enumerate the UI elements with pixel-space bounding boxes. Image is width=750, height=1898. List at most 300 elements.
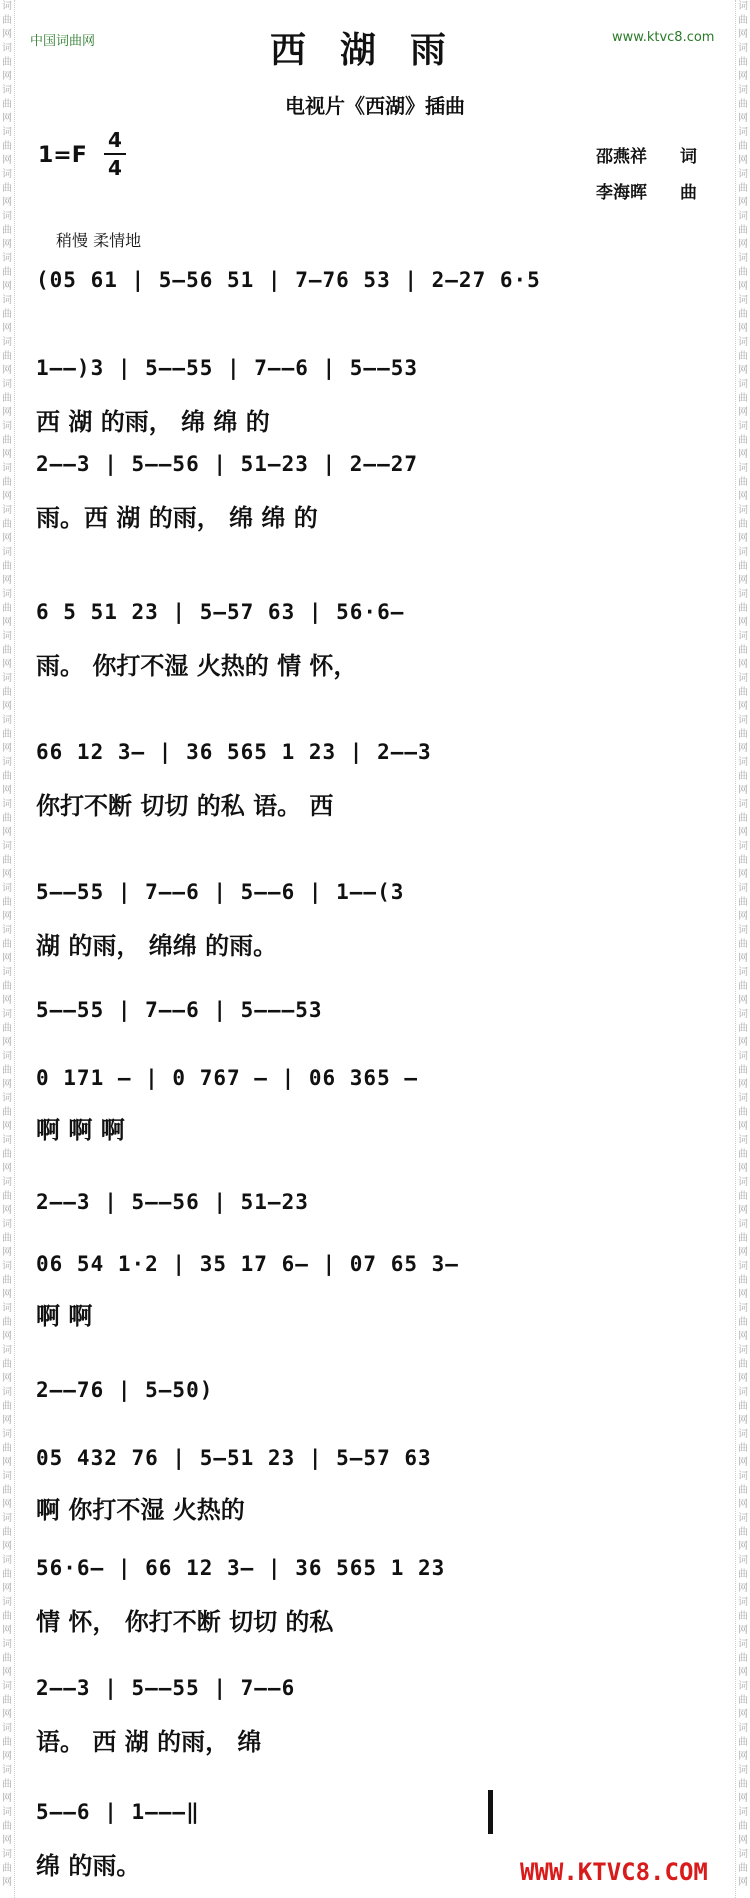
edge-glyph: 曲: [738, 267, 748, 278]
edge-glyph: 曲: [738, 15, 748, 26]
edge-glyph: 曲: [738, 393, 748, 404]
edge-glyph: 网: [2, 1163, 12, 1174]
edge-glyph: 词: [2, 169, 12, 180]
edge-glyph: 曲: [738, 1401, 748, 1412]
edge-glyph: 词: [2, 799, 12, 810]
edge-glyph: 曲: [2, 855, 12, 866]
edge-glyph: 词: [2, 1471, 12, 1482]
score-line-5-lyrics: 你打不断 切切 的私 语。 西: [36, 791, 334, 820]
edge-glyph: 曲: [738, 1527, 748, 1538]
edge-glyph: 曲: [2, 141, 12, 152]
score-line-1-notes: (05 61 | 5—56 51 | 7—76 53 | 2—27 6·5: [36, 268, 541, 292]
edge-glyph: 网: [738, 1205, 748, 1216]
edge-glyph: 词: [2, 1345, 12, 1356]
edge-glyph: 曲: [738, 1233, 748, 1244]
score-line-2-notes: 1——)3 | 5——55 | 7——6 | 5——53: [36, 356, 419, 380]
edge-glyph: 词: [738, 127, 748, 138]
score-line-11-notes: 2——76 | 5—50): [36, 1378, 214, 1402]
edge-glyph: 词: [738, 1471, 748, 1482]
edge-glyph: 网: [2, 1457, 12, 1468]
score-line-12-notes: 05 432 76 | 5—51 23 | 5—57 63: [36, 1446, 432, 1470]
right-edge-watermark: [735, 0, 750, 1898]
score-line-8-lyrics: 啊 啊 啊: [36, 1115, 125, 1144]
edge-glyph: 词: [738, 379, 748, 390]
score-line-10-lyrics: 啊 啊: [36, 1301, 93, 1330]
edge-glyph: 曲: [2, 687, 12, 698]
edge-glyph: 曲: [738, 1023, 748, 1034]
edge-glyph: 词: [2, 127, 12, 138]
edge-glyph: 词: [2, 379, 12, 390]
edge-glyph: 曲: [2, 981, 12, 992]
edge-glyph: 曲: [2, 435, 12, 446]
edge-glyph: 词: [2, 1639, 12, 1650]
edge-glyph: 曲: [738, 687, 748, 698]
score-line-2-lyrics: 西 湖 的雨， 绵 绵 的: [36, 407, 270, 436]
edge-glyph: 曲: [2, 1779, 12, 1790]
edge-glyph: 网: [738, 659, 748, 670]
edge-glyph: 网: [2, 953, 12, 964]
edge-glyph: 曲: [2, 1359, 12, 1370]
edge-glyph: 词: [2, 1177, 12, 1188]
edge-glyph: 曲: [2, 1527, 12, 1538]
composer-name: 李海晖: [596, 183, 647, 203]
edge-glyph: 网: [2, 1037, 12, 1048]
edge-glyph: 网: [2, 827, 12, 838]
edge-glyph: 网: [2, 533, 12, 544]
edge-glyph: 词: [2, 1597, 12, 1608]
edge-glyph: 网: [2, 155, 12, 166]
edge-glyph: 曲: [2, 1485, 12, 1496]
edge-glyph: 曲: [2, 1611, 12, 1622]
edge-glyph: 曲: [738, 519, 748, 530]
score-line-3-lyrics: 雨。西 湖 的雨， 绵 绵 的: [36, 503, 318, 532]
edge-glyph: 曲: [738, 183, 748, 194]
edge-glyph: 曲: [738, 1359, 748, 1370]
edge-glyph: 网: [738, 1541, 748, 1552]
edge-glyph: 词: [738, 1093, 748, 1104]
edge-glyph: 词: [2, 1387, 12, 1398]
edge-glyph: 曲: [2, 309, 12, 320]
edge-glyph: 词: [738, 883, 748, 894]
score-line-13-lyrics: 情 怀， 你打不断 切切 的私: [36, 1607, 334, 1636]
edge-glyph: 网: [738, 365, 748, 376]
edge-glyph: 词: [2, 295, 12, 306]
edge-glyph: 曲: [2, 183, 12, 194]
edge-glyph: 曲: [738, 1569, 748, 1580]
song-subtitle: 电视片《西湖》插曲: [285, 94, 465, 118]
edge-glyph: 曲: [738, 1695, 748, 1706]
edge-glyph: 词: [2, 43, 12, 54]
edge-glyph: 网: [738, 71, 748, 82]
edge-glyph: 网: [738, 281, 748, 292]
time-signature-bottom: 4: [108, 156, 122, 180]
edge-glyph: 曲: [2, 267, 12, 278]
edge-glyph: 网: [738, 1079, 748, 1090]
edge-glyph: 曲: [738, 939, 748, 950]
site-label-left: 中国词曲网: [30, 34, 96, 49]
edge-glyph: 网: [2, 1667, 12, 1678]
edge-glyph: 网: [738, 1247, 748, 1258]
edge-glyph: 词: [738, 1513, 748, 1524]
edge-glyph: 曲: [2, 1821, 12, 1832]
edge-glyph: 词: [738, 337, 748, 348]
edge-glyph: 网: [2, 491, 12, 502]
score-line-6-lyrics: 湖 的雨， 绵绵 的雨。: [36, 931, 278, 960]
edge-glyph: 词: [738, 1807, 748, 1818]
edge-glyph: 曲: [738, 1443, 748, 1454]
edge-glyph: 网: [2, 407, 12, 418]
edge-glyph: 网: [2, 1583, 12, 1594]
edge-glyph: 曲: [738, 99, 748, 110]
edge-glyph: 曲: [738, 729, 748, 740]
edge-glyph: 曲: [2, 813, 12, 824]
edge-glyph: 网: [2, 1793, 12, 1804]
edge-glyph: 词: [2, 715, 12, 726]
left-edge-watermark: [0, 0, 15, 1898]
edge-glyph: 曲: [738, 1779, 748, 1790]
edge-glyph: 词: [738, 1681, 748, 1692]
edge-glyph: 词: [2, 1429, 12, 1440]
edge-glyph: 网: [2, 1499, 12, 1510]
edge-glyph: 网: [738, 1121, 748, 1132]
edge-glyph: 词: [738, 295, 748, 306]
edge-glyph: 网: [738, 155, 748, 166]
edge-glyph: 网: [2, 785, 12, 796]
edge-glyph: 网: [738, 1625, 748, 1636]
edge-glyph: 网: [2, 1373, 12, 1384]
edge-glyph: 曲: [2, 1023, 12, 1034]
composer-role: 曲: [680, 183, 697, 203]
edge-glyph: 网: [2, 1835, 12, 1846]
edge-glyph: 网: [738, 575, 748, 586]
edge-glyph: 网: [738, 491, 748, 502]
edge-glyph: 曲: [738, 1821, 748, 1832]
edge-glyph: 曲: [738, 435, 748, 446]
tempo-mark: 稍慢 柔情地: [56, 231, 142, 250]
score-line-15-notes: 5——6 | 1———‖: [36, 1800, 200, 1824]
edge-glyph: 曲: [738, 1149, 748, 1160]
edge-glyph: 词: [2, 1849, 12, 1860]
edge-glyph: 曲: [2, 1863, 12, 1874]
edge-glyph: 词: [738, 169, 748, 180]
edge-glyph: 网: [738, 533, 748, 544]
edge-glyph: 网: [2, 29, 12, 40]
edge-glyph: 词: [738, 1303, 748, 1314]
edge-glyph: 曲: [738, 1485, 748, 1496]
edge-glyph: 曲: [738, 1107, 748, 1118]
edge-glyph: 网: [2, 1205, 12, 1216]
edge-glyph: 词: [2, 1513, 12, 1524]
edge-glyph: 词: [738, 421, 748, 432]
edge-glyph: 曲: [738, 351, 748, 362]
edge-glyph: 曲: [2, 771, 12, 782]
edge-glyph: 网: [2, 659, 12, 670]
score-line-7-notes: 5——55 | 7——6 | 5———53: [36, 998, 323, 1022]
edge-glyph: 曲: [2, 897, 12, 908]
edge-glyph: 词: [738, 505, 748, 516]
edge-glyph: 曲: [2, 1401, 12, 1412]
edge-glyph: 曲: [738, 855, 748, 866]
edge-glyph: 曲: [738, 225, 748, 236]
edge-glyph: 网: [738, 1415, 748, 1426]
edge-glyph: 曲: [738, 1737, 748, 1748]
score-line-3-notes: 2——3 | 5——56 | 51—23 | 2——27: [36, 452, 419, 476]
edge-glyph: 网: [738, 995, 748, 1006]
edge-glyph: 曲: [2, 99, 12, 110]
edge-glyph: 词: [2, 1681, 12, 1692]
edge-glyph: 曲: [738, 603, 748, 614]
edge-glyph: 网: [2, 1079, 12, 1090]
edge-glyph: 网: [738, 1037, 748, 1048]
edge-glyph: 曲: [2, 57, 12, 68]
edge-glyph: 词: [738, 757, 748, 768]
edge-glyph: 网: [738, 407, 748, 418]
edge-glyph: 词: [738, 1597, 748, 1608]
edge-glyph: 网: [738, 239, 748, 250]
edge-glyph: 网: [2, 449, 12, 460]
edge-glyph: 词: [738, 673, 748, 684]
edge-glyph: 网: [2, 1415, 12, 1426]
lyricist-name: 邵燕祥: [596, 147, 647, 167]
edge-glyph: 词: [738, 211, 748, 222]
edge-glyph: 网: [738, 869, 748, 880]
edge-glyph: 曲: [738, 813, 748, 824]
time-signature-top: 4: [108, 128, 122, 152]
edge-glyph: 网: [738, 1751, 748, 1762]
edge-glyph: 网: [738, 1499, 748, 1510]
edge-glyph: 网: [738, 1163, 748, 1174]
edge-glyph: 曲: [2, 1275, 12, 1286]
edge-glyph: 曲: [738, 1317, 748, 1328]
edge-glyph: 词: [2, 211, 12, 222]
edge-glyph: 网: [2, 71, 12, 82]
score-line-4-notes: 6 5 51 23 | 5—57 63 | 56·6—: [36, 600, 405, 624]
edge-glyph: 曲: [2, 729, 12, 740]
edge-glyph: 网: [2, 743, 12, 754]
edge-glyph: 网: [2, 1625, 12, 1636]
edge-glyph: 网: [2, 995, 12, 1006]
edge-glyph: 曲: [738, 1275, 748, 1286]
score-line-14-notes: 2——3 | 5——55 | 7——6: [36, 1676, 296, 1700]
edge-glyph: 词: [2, 1009, 12, 1020]
edge-glyph: 网: [2, 239, 12, 250]
edge-glyph: 词: [738, 589, 748, 600]
score-line-15-lyrics: 绵 的雨。: [36, 1851, 141, 1880]
edge-glyph: 曲: [2, 645, 12, 656]
edge-glyph: 曲: [2, 1737, 12, 1748]
edge-glyph: 网: [738, 743, 748, 754]
edge-glyph: 网: [2, 1541, 12, 1552]
score-line-12-lyrics: 啊 你打不湿 火热的: [36, 1495, 245, 1524]
edge-glyph: 词: [2, 1765, 12, 1776]
edge-glyph: 网: [738, 1331, 748, 1342]
edge-glyph: 曲: [2, 939, 12, 950]
edge-glyph: 网: [2, 1121, 12, 1132]
edge-glyph: 词: [2, 1, 12, 12]
edge-glyph: 网: [738, 1667, 748, 1678]
edge-glyph: 词: [2, 1807, 12, 1818]
edge-glyph: 曲: [2, 1149, 12, 1160]
edge-glyph: 词: [2, 1219, 12, 1230]
edge-glyph: 曲: [2, 561, 12, 572]
edge-glyph: 网: [2, 701, 12, 712]
edge-glyph: 词: [2, 589, 12, 600]
edge-glyph: 网: [2, 1247, 12, 1258]
edge-glyph: 网: [2, 113, 12, 124]
edge-glyph: 词: [2, 967, 12, 978]
edge-glyph: 词: [738, 85, 748, 96]
edge-glyph: 词: [738, 1261, 748, 1272]
edge-glyph: 词: [738, 1135, 748, 1146]
score-line-9-notes: 2——3 | 5——56 | 51—23: [36, 1190, 309, 1214]
edge-glyph: 词: [738, 925, 748, 936]
edge-glyph: 词: [2, 631, 12, 642]
edge-glyph: 网: [2, 1709, 12, 1720]
edge-glyph: 网: [738, 1289, 748, 1300]
edge-glyph: 曲: [2, 1191, 12, 1202]
edge-glyph: 词: [2, 883, 12, 894]
edge-glyph: 网: [2, 1289, 12, 1300]
edge-glyph: 词: [2, 1093, 12, 1104]
edge-glyph: 曲: [2, 1653, 12, 1664]
edge-glyph: 曲: [738, 561, 748, 572]
score-line-4-lyrics: 雨。 你打不湿 火热的 情 怀，: [36, 651, 358, 680]
edge-glyph: 词: [2, 1303, 12, 1314]
edge-glyph: 曲: [2, 1569, 12, 1580]
edge-glyph: 曲: [2, 603, 12, 614]
edge-glyph: 词: [738, 547, 748, 558]
edge-glyph: 词: [2, 463, 12, 474]
edge-glyph: 词: [738, 799, 748, 810]
edge-glyph: 词: [738, 1555, 748, 1566]
edge-glyph: 词: [738, 1639, 748, 1650]
score-line-13-notes: 56·6— | 66 12 3— | 36 565 1 23: [36, 1556, 446, 1580]
edge-glyph: 曲: [738, 897, 748, 908]
edge-glyph: 词: [2, 757, 12, 768]
edge-glyph: 网: [738, 1457, 748, 1468]
edge-glyph: 网: [738, 449, 748, 460]
edge-glyph: 曲: [738, 1191, 748, 1202]
edge-glyph: 词: [738, 967, 748, 978]
score-line-8-notes: 0 171 — | 0 767 — | 06 365 —: [36, 1066, 419, 1090]
time-signature: [104, 128, 126, 180]
edge-glyph: 网: [738, 1709, 748, 1720]
edge-glyph: 网: [738, 323, 748, 334]
edge-glyph: 曲: [738, 1863, 748, 1874]
edge-glyph: 网: [2, 281, 12, 292]
edge-glyph: 词: [738, 463, 748, 474]
edge-glyph: 曲: [738, 1611, 748, 1622]
edge-glyph: 曲: [2, 1443, 12, 1454]
edge-glyph: 网: [738, 911, 748, 922]
edge-glyph: 词: [2, 925, 12, 936]
edge-glyph: 网: [738, 617, 748, 628]
site-label-bottom: WWW.KTVC8.COM: [520, 1858, 708, 1886]
edge-glyph: 曲: [2, 477, 12, 488]
edge-glyph: 词: [738, 1429, 748, 1440]
edge-glyph: 词: [738, 1723, 748, 1734]
edge-glyph: 词: [738, 1009, 748, 1020]
edge-glyph: 网: [2, 365, 12, 376]
edge-glyph: 词: [2, 547, 12, 558]
edge-glyph: 词: [2, 253, 12, 264]
edge-glyph: 曲: [2, 393, 12, 404]
edge-glyph: 网: [738, 29, 748, 40]
edge-glyph: 网: [2, 617, 12, 628]
edge-glyph: 网: [738, 1877, 748, 1888]
edge-glyph: 词: [2, 1135, 12, 1146]
edge-glyph: 曲: [2, 1695, 12, 1706]
site-label-right: www.ktvc8.com: [612, 30, 715, 45]
edge-glyph: 词: [738, 1177, 748, 1188]
edge-glyph: 网: [2, 575, 12, 586]
edge-glyph: 曲: [738, 771, 748, 782]
edge-glyph: 词: [2, 673, 12, 684]
edge-glyph: 网: [738, 113, 748, 124]
edge-glyph: 网: [738, 1583, 748, 1594]
edge-glyph: 词: [738, 1219, 748, 1230]
score-line-10-notes: 06 54 1·2 | 35 17 6— | 07 65 3—: [36, 1252, 459, 1276]
edge-glyph: 曲: [738, 1653, 748, 1664]
edge-glyph: 曲: [2, 1233, 12, 1244]
edge-glyph: 网: [738, 827, 748, 838]
edge-glyph: 词: [738, 715, 748, 726]
edge-glyph: 曲: [2, 1317, 12, 1328]
edge-glyph: 曲: [2, 1065, 12, 1076]
edge-glyph: 词: [2, 1723, 12, 1734]
edge-glyph: 曲: [738, 309, 748, 320]
edge-glyph: 网: [2, 1331, 12, 1342]
edge-glyph: 网: [738, 1373, 748, 1384]
edge-glyph: 曲: [2, 351, 12, 362]
edge-glyph: 网: [2, 1751, 12, 1762]
score-line-6-notes: 5——55 | 7——6 | 5——6 | 1——(3: [36, 880, 405, 904]
edge-glyph: 词: [738, 1051, 748, 1062]
edge-glyph: 网: [738, 701, 748, 712]
edge-glyph: 词: [2, 1555, 12, 1566]
score-line-5-notes: 66 12 3— | 36 565 1 23 | 2——3: [36, 740, 432, 764]
score-line-14-lyrics: 语。 西 湖 的雨， 绵: [36, 1727, 262, 1756]
edge-glyph: 词: [738, 1, 748, 12]
edge-glyph: 曲: [2, 1107, 12, 1118]
edge-glyph: 词: [2, 421, 12, 432]
edge-glyph: 网: [738, 1835, 748, 1846]
edge-glyph: 曲: [2, 15, 12, 26]
edge-glyph: 曲: [738, 1065, 748, 1076]
edge-glyph: 网: [738, 785, 748, 796]
edge-glyph: 词: [2, 337, 12, 348]
edge-glyph: 曲: [738, 981, 748, 992]
edge-glyph: 网: [738, 953, 748, 964]
edge-glyph: 词: [738, 1765, 748, 1776]
edge-glyph: 词: [738, 631, 748, 642]
edge-glyph: 词: [738, 253, 748, 264]
lyricist-role: 词: [680, 147, 697, 167]
edge-glyph: 曲: [738, 477, 748, 488]
edge-glyph: 网: [2, 911, 12, 922]
edge-glyph: 词: [738, 1387, 748, 1398]
edge-glyph: 网: [738, 197, 748, 208]
edge-glyph: 词: [738, 1345, 748, 1356]
edge-glyph: 词: [738, 1849, 748, 1860]
final-barline: [488, 1790, 493, 1834]
key-signature: 1=F: [38, 143, 87, 168]
edge-glyph: 网: [2, 197, 12, 208]
song-title: 西湖雨: [269, 29, 480, 71]
edge-glyph: 词: [738, 43, 748, 54]
edge-glyph: 词: [2, 85, 12, 96]
edge-glyph: 曲: [2, 519, 12, 530]
